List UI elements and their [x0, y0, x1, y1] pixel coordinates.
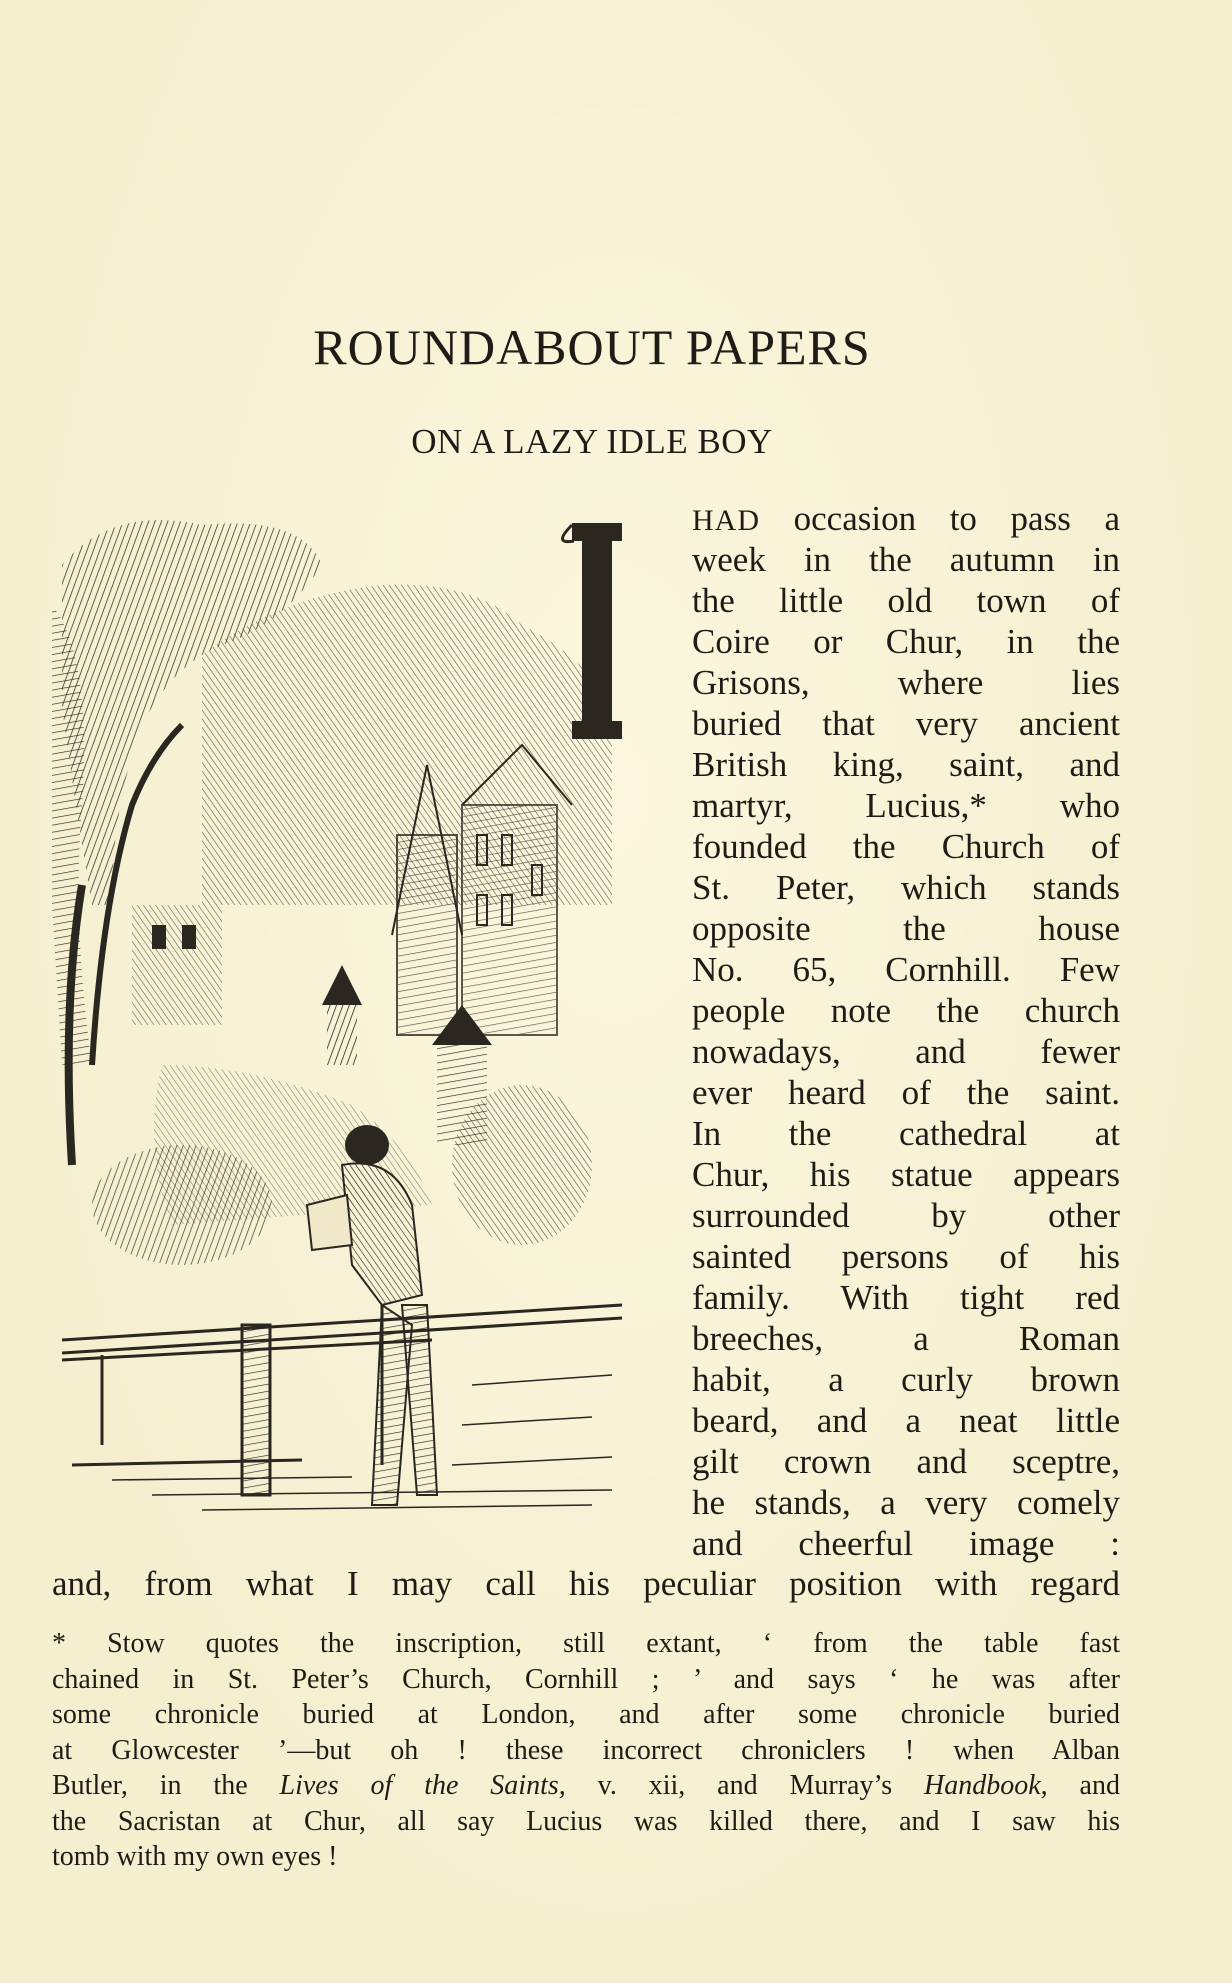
text-line: and cheerful image : — [692, 1524, 1120, 1563]
italic-title-handbook: Handbook, — [924, 1770, 1048, 1801]
text-line: martyr, Lucius,* who — [692, 786, 1120, 825]
text-line: gilt crown and sceptre, — [692, 1442, 1120, 1481]
text-line: Chur, his statue appears — [692, 1155, 1120, 1194]
text-line: beard, and a neat little — [692, 1401, 1120, 1440]
text-line: Grisons, where lies — [692, 663, 1120, 702]
text-line: sainted persons of his — [692, 1237, 1120, 1276]
text-line: nowadays, and fewer — [692, 1032, 1120, 1071]
footnote-line: chained in St. Peter’s Church, Cornhill ; ’ and says ‘ he was after — [52, 1663, 1120, 1695]
text-line: buried that very ancient — [692, 704, 1120, 743]
engraving-illustration — [52, 505, 657, 1525]
text-line-full-width: and, from what I may call his peculiar position with regard — [52, 1564, 1120, 1603]
footnote-line: some chronicle buried at London, and after some chronicle buried — [52, 1699, 1120, 1730]
footnote-line: at Glowcester ’—but oh ! these incorrect chroniclers ! when Alban — [52, 1734, 1120, 1766]
text-line: St. Peter, which stands — [692, 868, 1120, 907]
text-line: British king, saint, and — [692, 745, 1120, 784]
text-line: founded the Church of — [692, 827, 1120, 866]
text-line: the little old town of — [692, 581, 1120, 620]
text-line: surrounded by other — [692, 1196, 1120, 1235]
text-line: No. 65, Cornhill. Few — [692, 950, 1120, 989]
text-line: people note the church — [692, 991, 1120, 1030]
text-line: HAD occasion to pass a — [692, 499, 1120, 538]
text-line: family. With tight red — [692, 1278, 1120, 1317]
chapter-title: ON A LAZY IDLE BOY — [411, 422, 773, 461]
footnote-line: tomb with my own eyes ! — [52, 1841, 338, 1872]
text-line: Coire or Chur, in the — [692, 622, 1120, 661]
footnote — [52, 1626, 1120, 1875]
footnote-line: Butler, in the Lives of the Saints, v. xii, and Murray’s Handbook, and — [52, 1770, 1120, 1801]
text-line: opposite the house — [692, 909, 1120, 948]
text-line: ever heard of the saint. — [692, 1073, 1120, 1112]
page-title: ROUNDABOUT PAPERS — [313, 319, 871, 375]
text-line: week in the autumn in — [692, 540, 1120, 579]
text-line: habit, a curly brown — [692, 1360, 1120, 1399]
italic-title-lives-of-saints: Lives of the Saints, — [279, 1770, 566, 1801]
footnote-line: * Stow quotes the inscription, still extant, ‘ from the table fast — [52, 1628, 1120, 1659]
text-line: breeches, a Roman — [692, 1319, 1120, 1358]
text-line: In the cathedral at — [692, 1114, 1120, 1153]
text-line: he stands, a very comely — [692, 1483, 1120, 1522]
drop-cap-continuation: HAD — [692, 504, 760, 537]
footnote-line: the Sacristan at Chur, all say Lucius was killed there, and I saw his — [52, 1805, 1120, 1837]
body-column — [692, 498, 1120, 1564]
